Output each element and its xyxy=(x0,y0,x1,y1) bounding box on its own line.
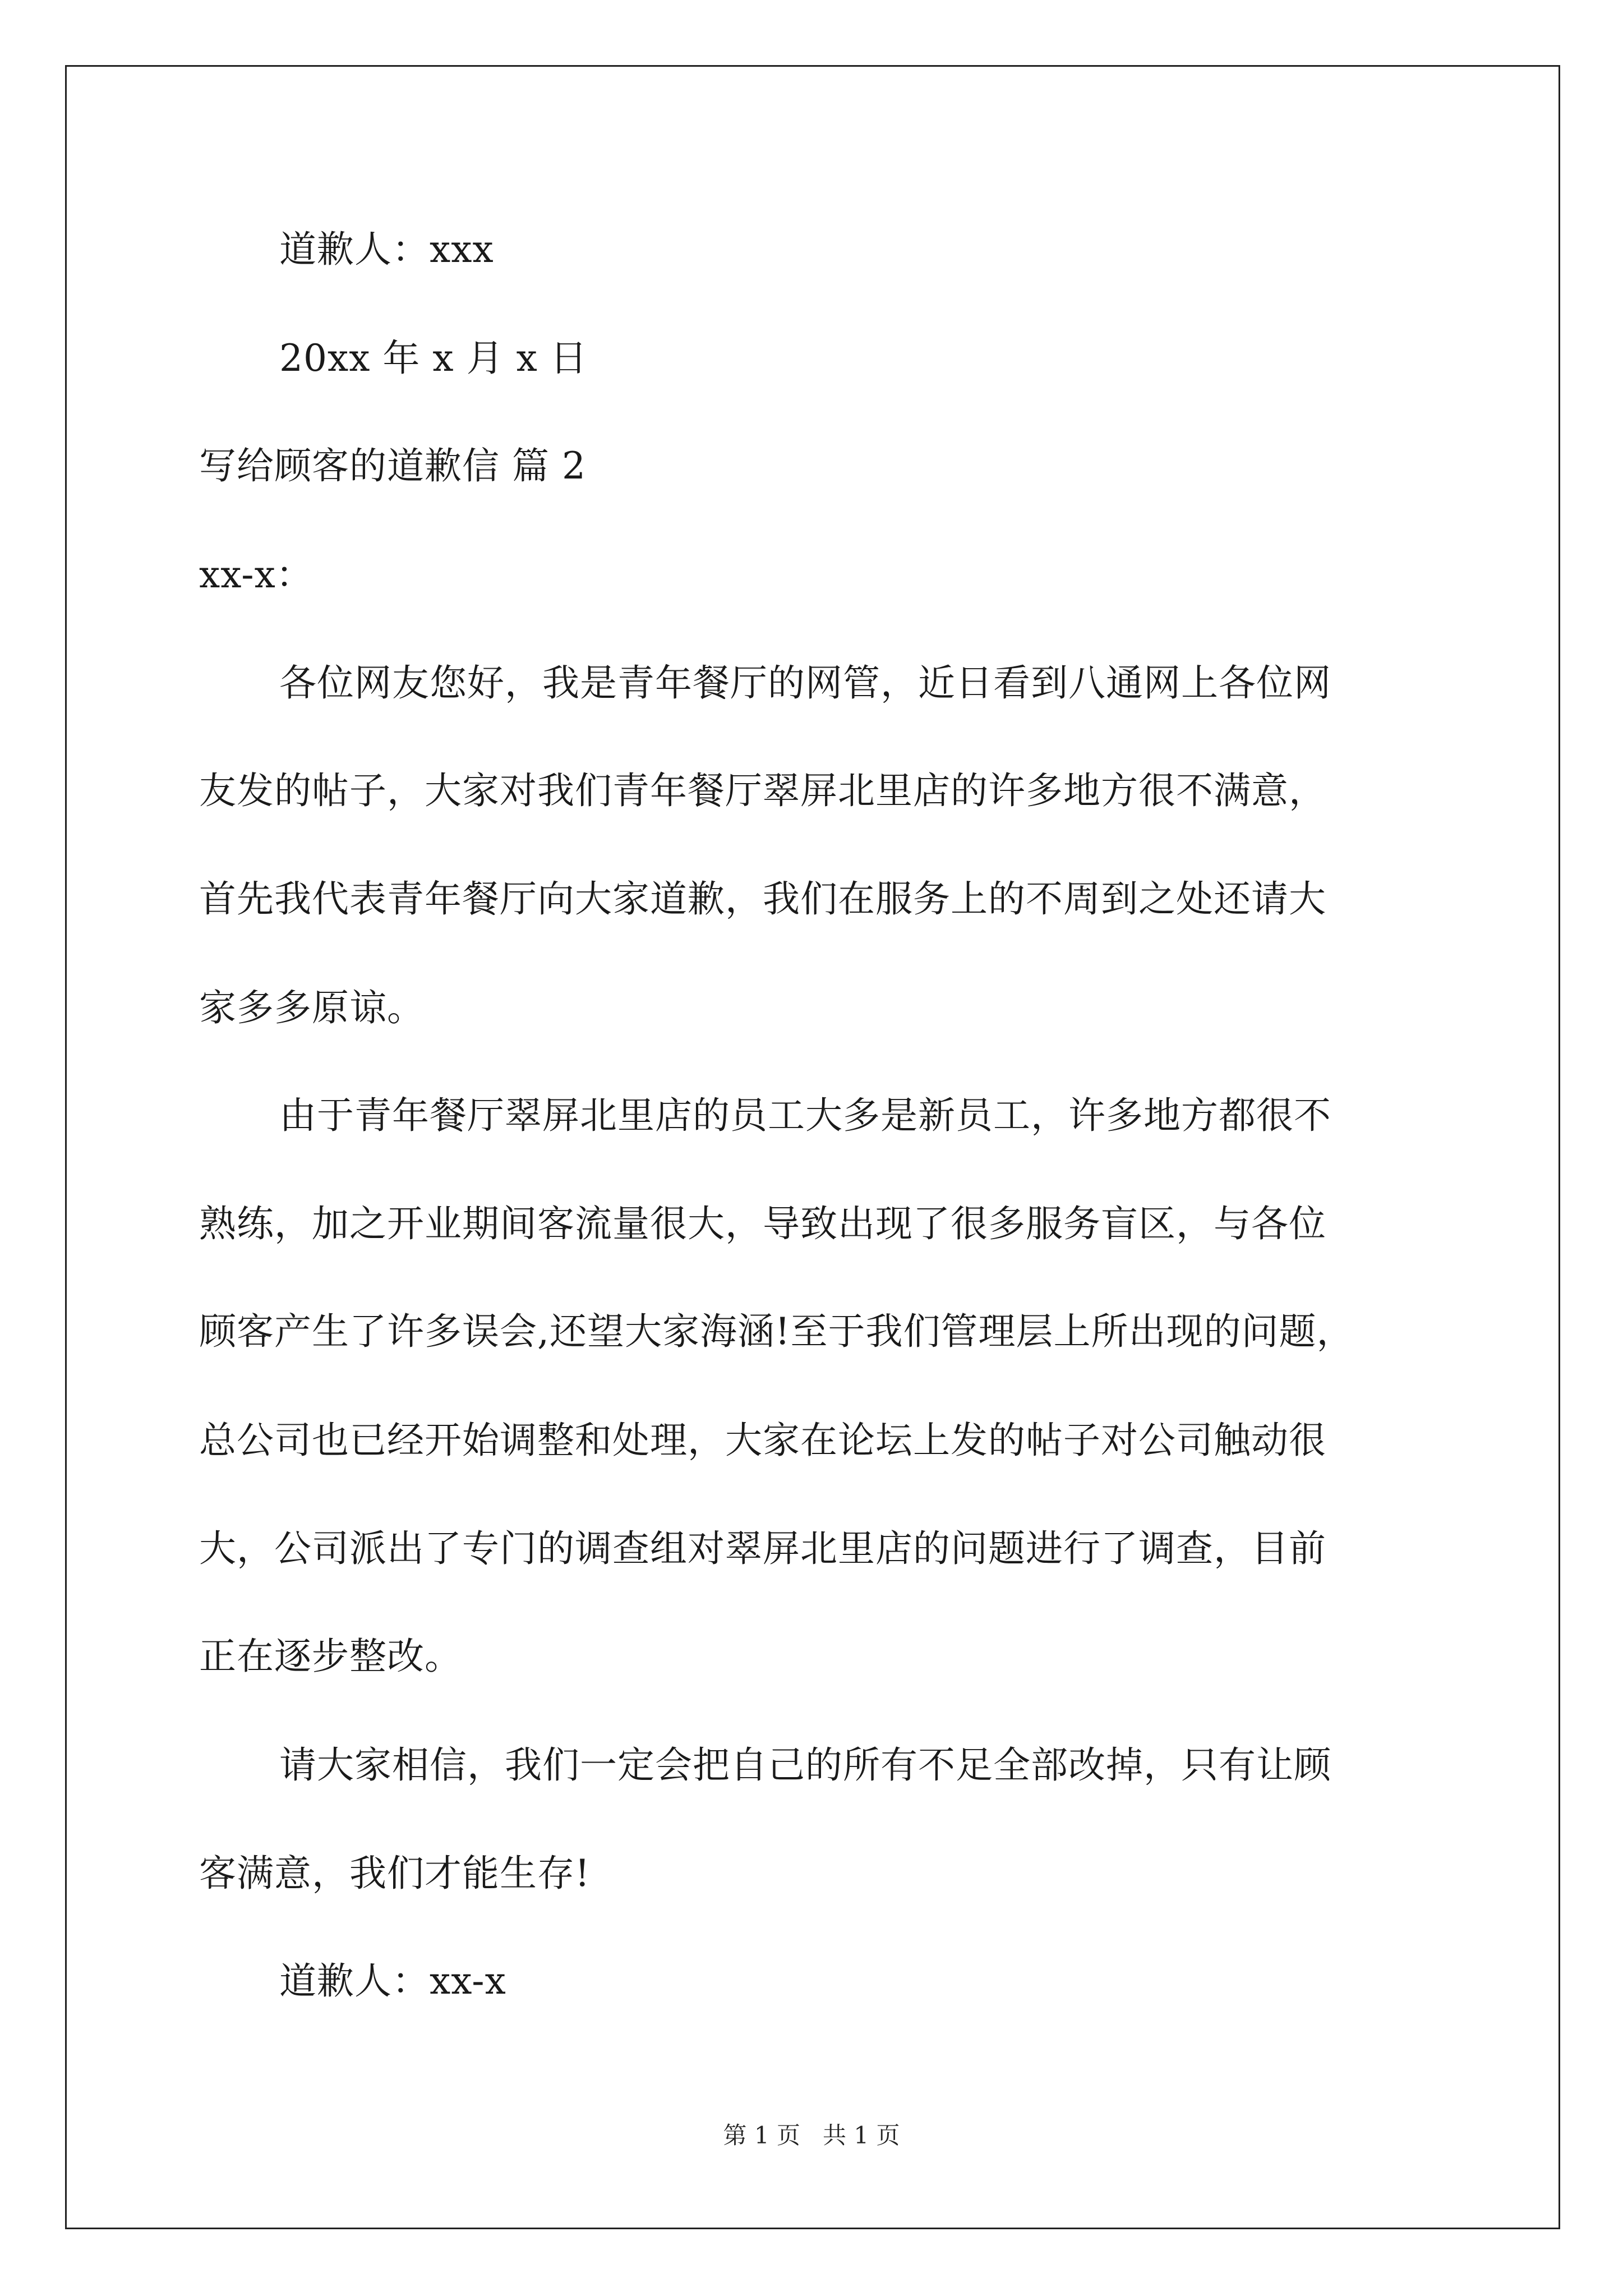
page-number-footer: 第 1 页 共 1 页 xyxy=(723,2122,900,2149)
paragraph-1-line-3: 首先我代表青年餐厅向大家道歉，我们在服务上的不周到之处还请大 xyxy=(199,877,1326,921)
paragraph-2-line-4: 总公司也已经开始调整和处理，大家在论坛上发的帖子对公司触动很 xyxy=(199,1419,1326,1462)
signature-line-2: 道歉人：xx-x xyxy=(279,1959,506,2003)
paragraph-1-line-2: 友发的帖子，大家对我们青年餐厅翠屏北里店的许多地方很不满意， xyxy=(199,769,1326,812)
paragraph-3-line-1: 请大家相信，我们一定会把自己的所有不足全部改掉，只有让顾 xyxy=(279,1743,1331,1787)
signature-line-1: 道歉人：xxx xyxy=(279,228,494,271)
paragraph-1-line-1: 各位网友您好，我是青年餐厅的网管，近日看到八通网上各位网 xyxy=(279,661,1331,705)
paragraph-2-line-5: 大，公司派出了专门的调查组对翠屏北里店的问题进行了调查，目前 xyxy=(199,1527,1326,1570)
letter-heading: 写给顾客的道歉信 篇 2 xyxy=(199,444,586,487)
paragraph-3-line-2: 客满意，我们才能生存! xyxy=(199,1852,591,1895)
page-frame xyxy=(65,65,1560,2229)
salutation: xx-x： xyxy=(199,553,313,596)
paragraph-2-line-2: 熟练，加之开业期间客流量很大，导致出现了很多服务盲区，与各位 xyxy=(199,1202,1326,1245)
paragraph-1-line-4: 家多多原谅。 xyxy=(199,986,425,1029)
paragraph-2-line-6: 正在逐步整改。 xyxy=(199,1635,462,1678)
paragraph-2-line-3: 顾客产生了许多误会,还望大家海涵!至于我们管理层上所出现的问题， xyxy=(199,1310,1354,1353)
paragraph-2-line-1: 由于青年餐厅翠屏北里店的员工大多是新员工，许多地方都很不 xyxy=(279,1094,1331,1137)
date-line-1: 20xx 年 x 月 x 日 xyxy=(279,337,588,380)
